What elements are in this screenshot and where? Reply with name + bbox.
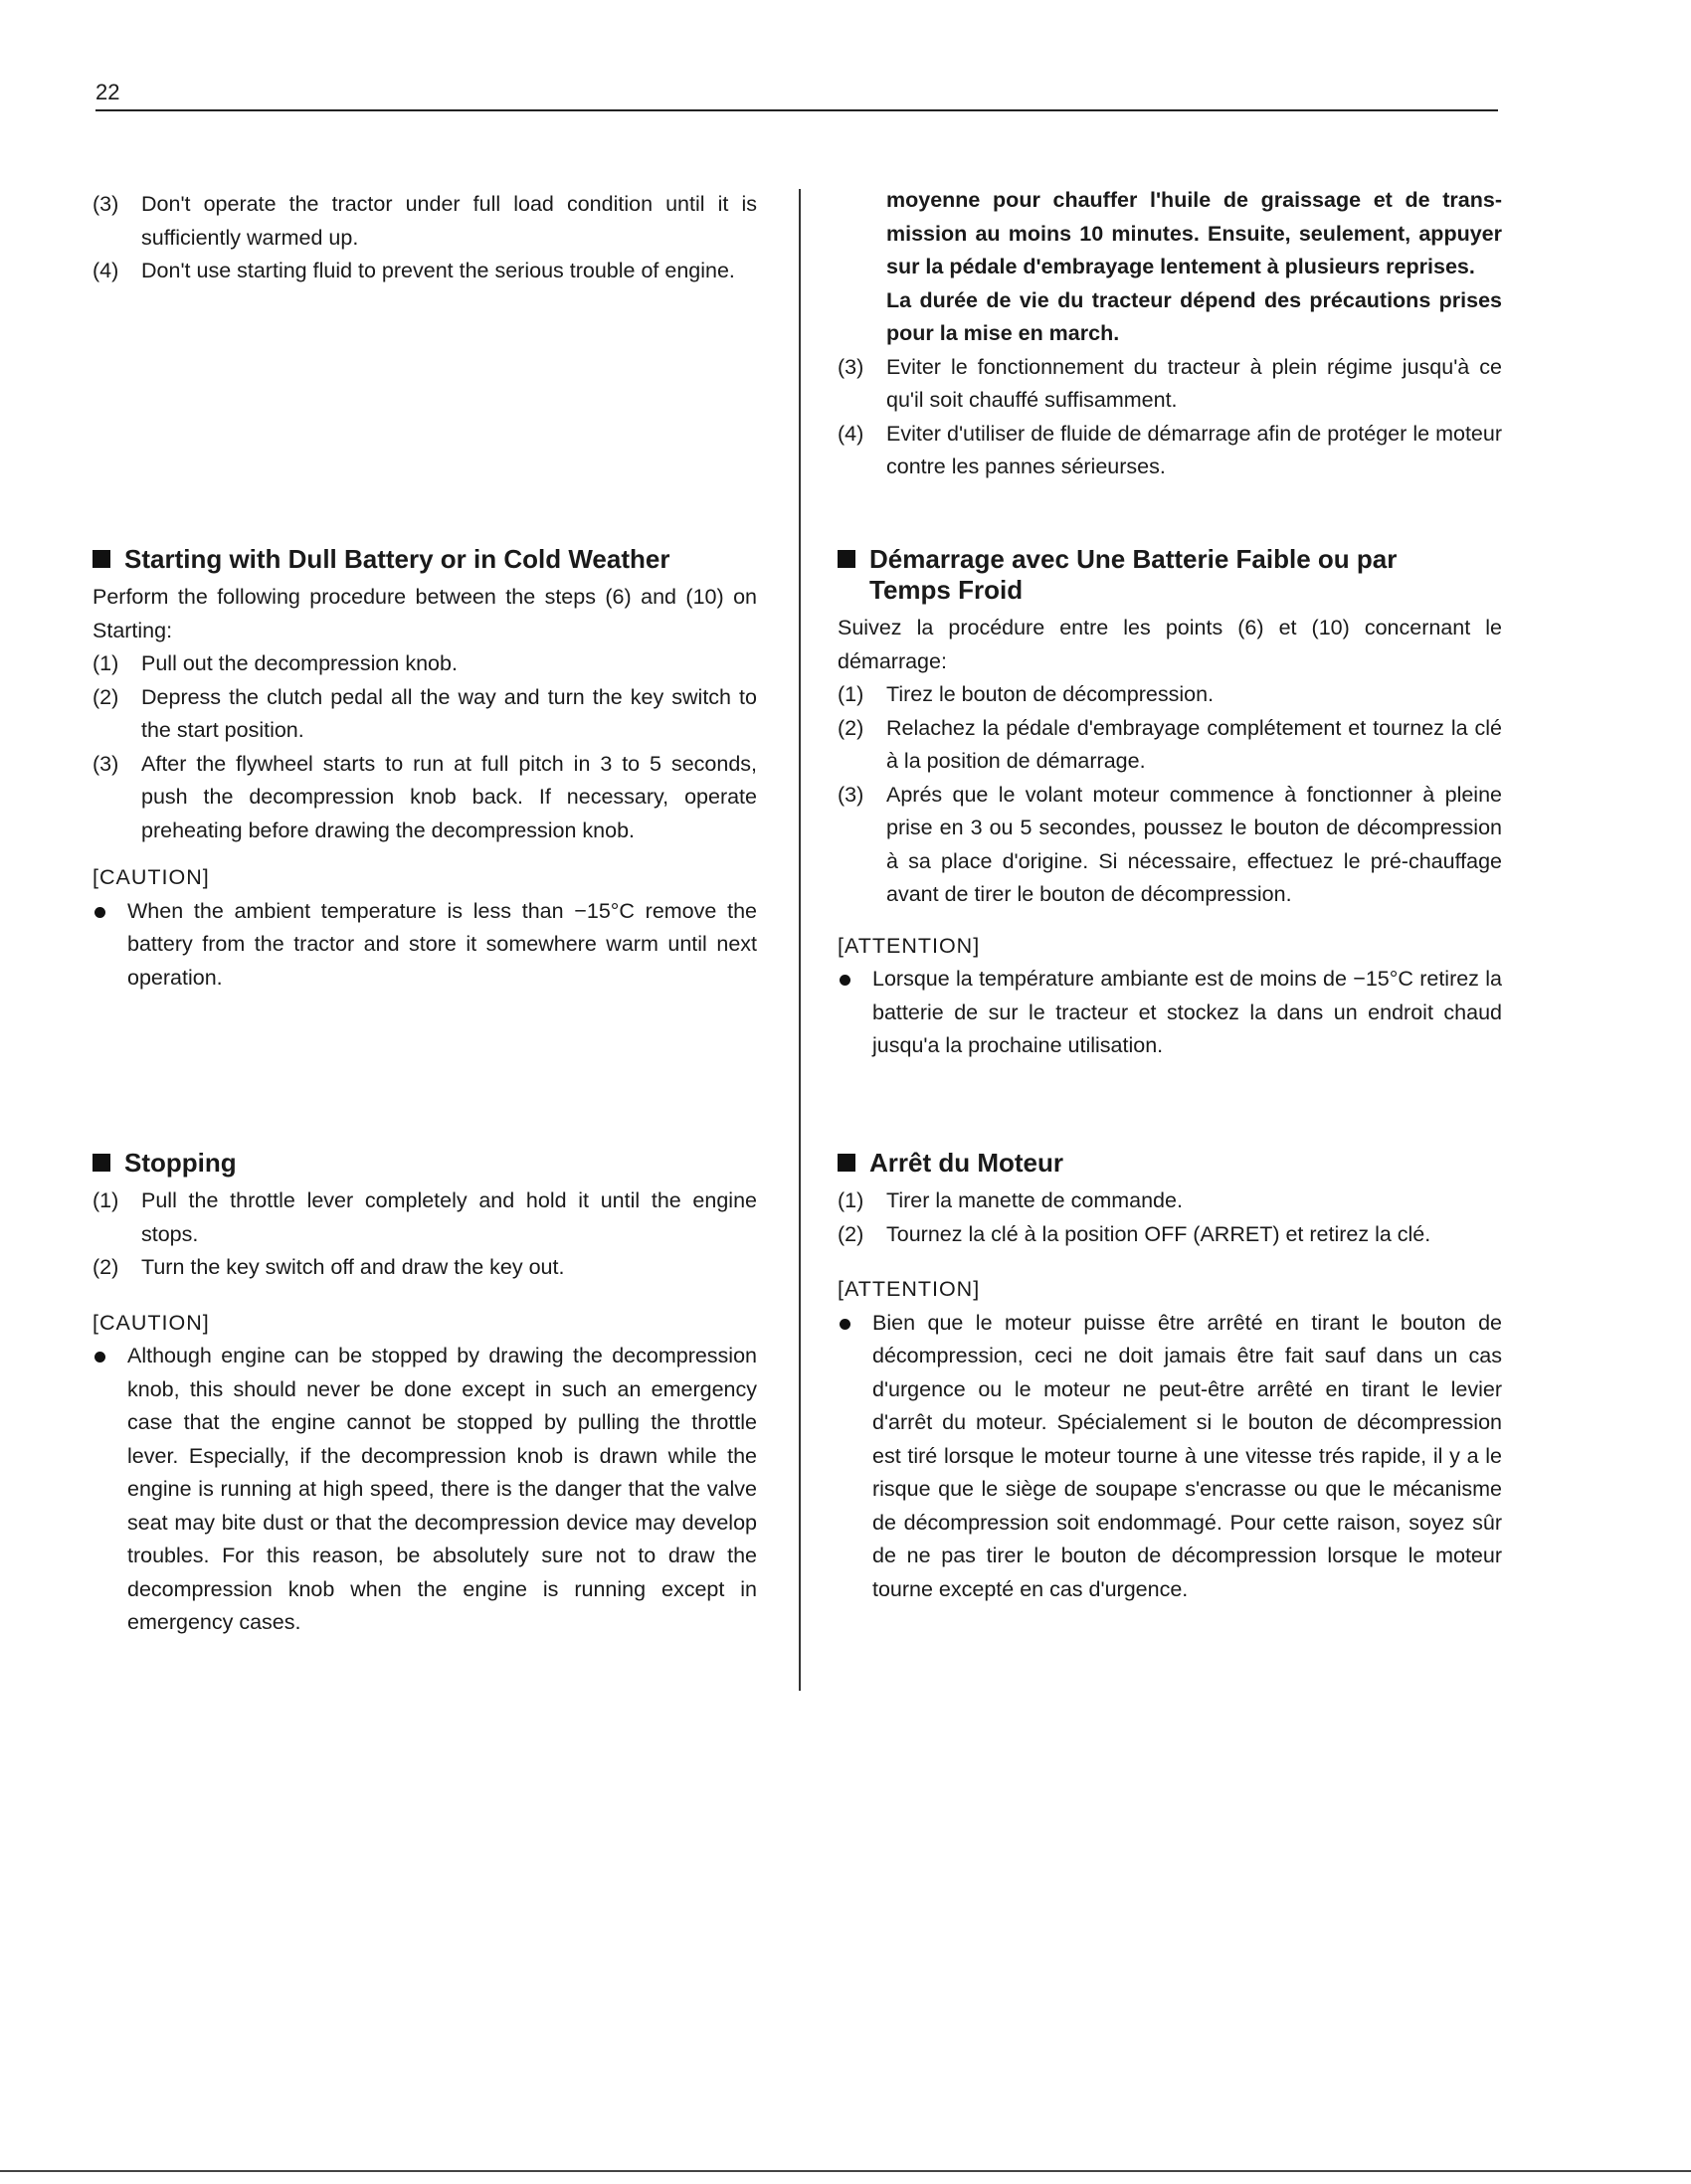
list-item — [93, 255, 757, 288]
item-number: (3) — [93, 192, 119, 216]
square-bullet-icon — [838, 1154, 855, 1172]
caution-bullet — [838, 1307, 1502, 1607]
caution-label: [ATTENTION] — [838, 1277, 981, 1301]
item-text: Pull out the decompression knob. — [141, 651, 458, 675]
section-title: Arrêt du Moteur — [838, 1148, 1502, 1179]
right-column-continuation — [838, 184, 1502, 484]
bold-note: La durée de vie du tracteur dépend des précautions prises pour la mise en march. — [886, 287, 1502, 345]
item-number: (3) — [93, 751, 119, 776]
square-bullet-icon — [838, 550, 855, 568]
caution-text: When the ambient temperature is less than −15°C remove the battery from the tractor and store it somewhere warm until next operation. — [127, 898, 757, 990]
item-text: Aprés que le volant moteur commence à fonctionner à pleine prise en 3 ou 5 secondes, poussez le bouton de décompression à sa place d'origine. Si nécessaire, effectuez le pré-chauffage avant de tirer le bouton de décompression. — [886, 782, 1502, 906]
item-number: (2) — [838, 1221, 864, 1246]
item-text: Pull the throttle lever completely and hold it until the engine stops. — [141, 1188, 757, 1246]
section-title: Démarrage avec Une Batterie Faible ou par Temps Froid — [838, 544, 1502, 606]
caution-bullet — [93, 895, 757, 996]
item-number: (2) — [838, 715, 864, 740]
caution-text: Although engine can be stopped by drawing the decompression knob, this should never be done except in such an emergency case that the engine cannot be stopped by pulling the throttle lever. Especially, if the decompression knob is drawn while the engine is running at high speed, there is the danger that the valve seat may bite dust or that the decompression device may develop troubles. For this reason, be absolutely sure not to draw the decompression knob when the engine is running except in emergency cases. — [127, 1344, 757, 1634]
bullet-dot-icon — [94, 1352, 105, 1363]
item-text: Eviter d'utiliser de fluide de démarrage afin de protéger le moteur contre les pannes sérieurses. — [886, 421, 1502, 478]
left-cold-weather-section — [93, 544, 757, 995]
list-item — [838, 418, 1502, 484]
header-rule — [95, 109, 1498, 111]
item-text: Eviter le fonctionnement du tracteur à plein régime jusqu'à ce qu'il soit chauffé suffisamment. — [886, 354, 1502, 412]
section-title: Starting with Dull Battery or in Cold Weather — [93, 544, 757, 575]
list-item — [838, 678, 1502, 712]
left-stopping-section — [93, 1148, 757, 1640]
item-number: (4) — [93, 259, 119, 282]
list-item — [838, 351, 1502, 418]
list-item — [93, 748, 757, 848]
item-text: Tirer la manette de commande. — [886, 1188, 1183, 1212]
item-text: Don't operate the tractor under full load condition until it is sufficiently warmed up. — [141, 192, 757, 250]
item-number: (3) — [838, 782, 864, 807]
list-item — [93, 681, 757, 748]
list-item — [838, 712, 1502, 779]
footer-rule — [0, 2170, 1691, 2172]
square-bullet-icon — [93, 1154, 110, 1172]
caution-label: [CAUTION] — [93, 1310, 210, 1335]
bold-continuation: moyenne pour chauffer l'huile de graissage et de transmission au moins 10 minutes. Ensuite, seulement, appuyer sur la pédale d'embrayage lentement à plusieurs reprises. — [886, 188, 1502, 278]
list-item — [93, 647, 757, 681]
list-item — [93, 1184, 757, 1251]
list-item — [838, 1184, 1502, 1218]
item-text: After the flywheel starts to run at full pitch in 3 to 5 seconds, push the decompression knob back. If necessary, operate preheating before drawing the decompression knob. — [141, 751, 757, 842]
bullet-dot-icon — [840, 975, 850, 986]
item-text: Relachez la pédale d'embrayage complétement et tournez la clé à la position de démarrage. — [886, 715, 1502, 773]
left-column — [93, 188, 757, 288]
item-number: (1) — [93, 651, 119, 675]
caution-bullet — [838, 963, 1502, 1063]
item-number: (2) — [93, 684, 119, 709]
item-number: (1) — [93, 1188, 119, 1212]
item-number: (2) — [93, 1255, 119, 1279]
caution-bullet — [93, 1340, 757, 1640]
square-bullet-icon — [93, 550, 110, 568]
item-number: (1) — [838, 1188, 864, 1212]
right-stopping-section — [838, 1148, 1502, 1606]
item-text: Depress the clutch pedal all the way and turn the key switch to the start position. — [141, 684, 757, 742]
caution-label: [CAUTION] — [93, 865, 210, 889]
section-title: Stopping — [93, 1148, 757, 1179]
caution-text: Bien que le moteur puisse être arrêté en tirant le bouton de décompression, ceci ne doit jamais être fait sauf dans un cas d'urgence ou le moteur ne peut-être arrêté en tirant le levier d'arrêt du moteur. Spécialement si le bouton de décompression est tiré lorsque le moteur tourne à une vitesse trés rapide, il y a le risque que le siège de soupape s'encrasse ou que le mécanisme de décompression soit endommagé. Pour cette raison, soyez sûr de ne pas tirer le bouton de décompression lorsque le moteur tourne excepté en cas d'urgence. — [872, 1310, 1502, 1601]
list-item — [93, 1251, 757, 1285]
right-cold-weather-section — [838, 544, 1502, 1063]
bullet-dot-icon — [840, 1319, 850, 1330]
item-text: Turn the key switch off and draw the key out. — [141, 1255, 565, 1279]
page-number: 22 — [95, 80, 120, 104]
bullet-dot-icon — [94, 907, 105, 918]
item-text: Tournez la clé à la position OFF (ARRET) et retirez la clé. — [886, 1221, 1431, 1246]
column-divider — [799, 189, 801, 1691]
list-item — [838, 1218, 1502, 1252]
list-item — [838, 779, 1502, 912]
caution-text: Lorsque la température ambiante est de moins de −15°C retirez la batterie de sur le tracteur et stockez la dans un endroit chaud jusqu'a la prochaine utilisation. — [872, 967, 1502, 1057]
item-text: Don't use starting fluid to prevent the serious trouble of engine. — [141, 259, 735, 282]
item-text: Tirez le bouton de décompression. — [886, 682, 1215, 706]
list-item — [93, 188, 757, 255]
item-number: (1) — [838, 682, 864, 706]
item-number: (4) — [838, 421, 864, 446]
section-intro: Perform the following procedure between the steps (6) and (10) on Starting: — [93, 585, 757, 642]
item-number: (3) — [838, 354, 864, 379]
section-intro: Suivez la procédure entre les points (6) et (10) concernant le démarrage: — [838, 616, 1502, 673]
caution-label: [ATTENTION] — [838, 933, 981, 958]
